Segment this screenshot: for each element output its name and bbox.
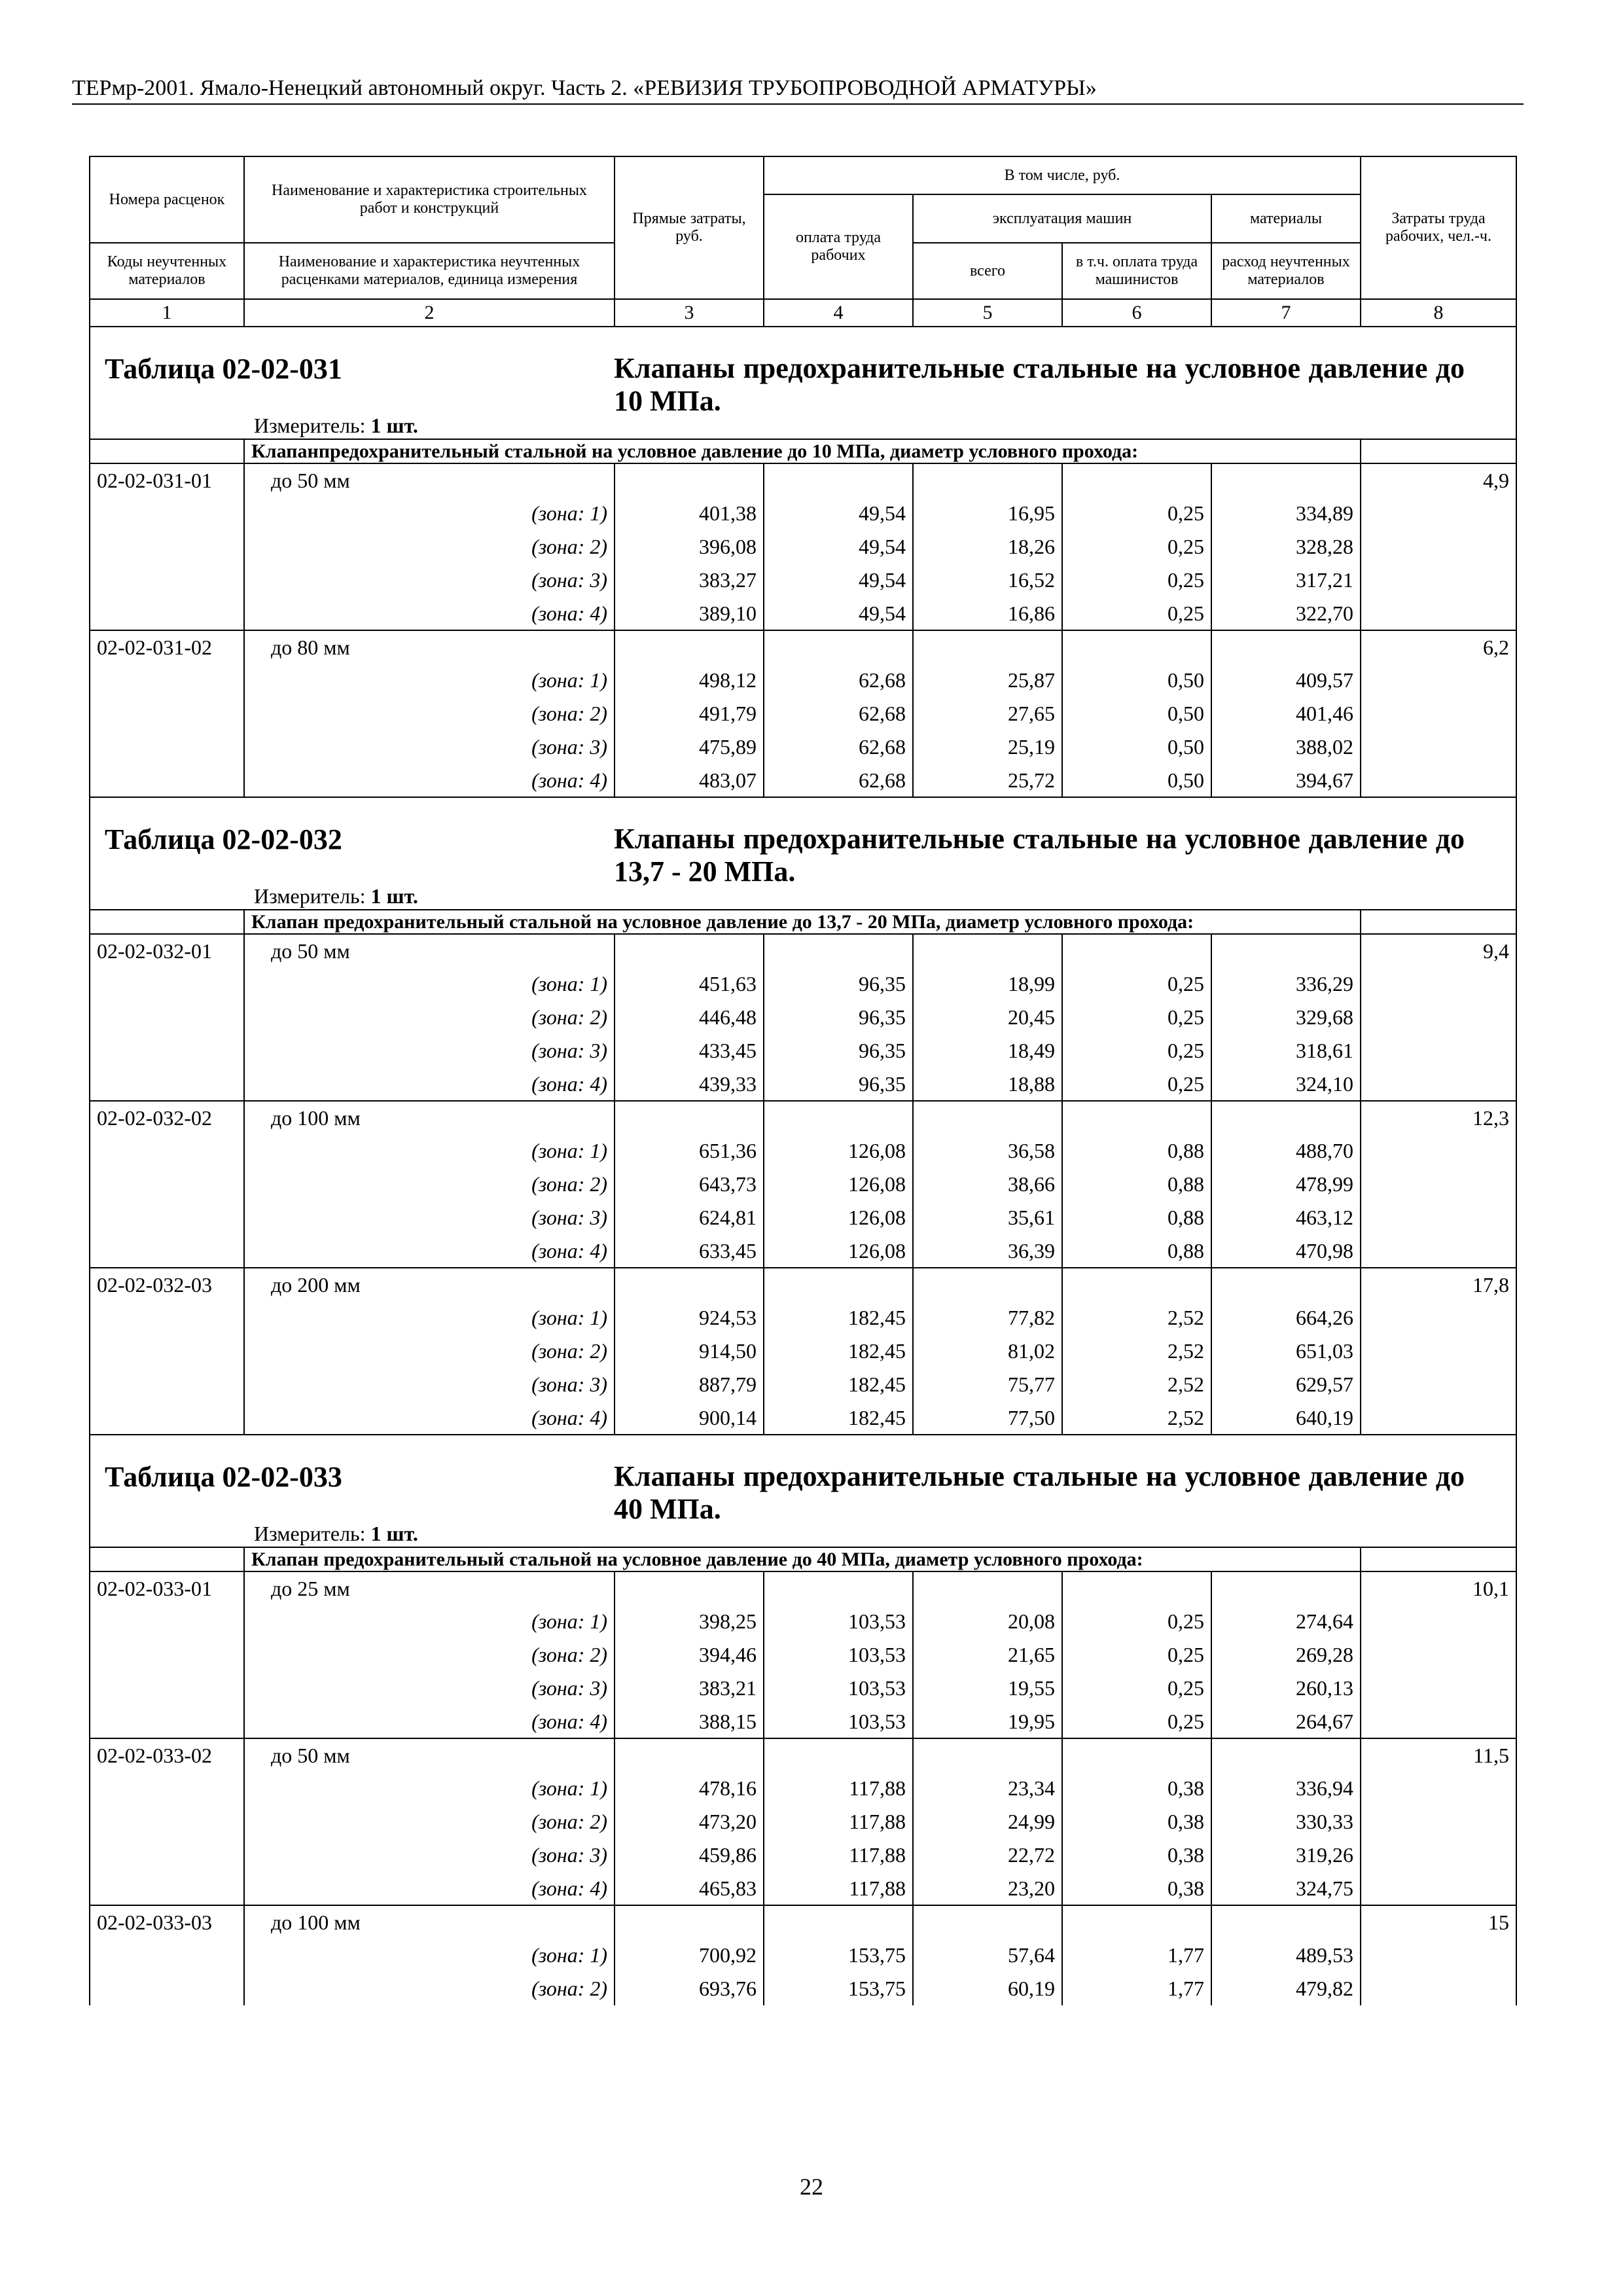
value-cell: 887,79	[615, 1368, 764, 1401]
zone-row	[90, 730, 1516, 764]
labor-cost: 10,1	[1361, 1571, 1516, 1605]
rate-code: 02-02-032-03	[90, 1268, 244, 1301]
value-cell: 336,94	[1211, 1772, 1361, 1805]
zone-row	[90, 1067, 1516, 1101]
value-cell: 0,25	[1062, 1638, 1211, 1672]
zone-row	[90, 530, 1516, 564]
zone-label: (зона: 4)	[244, 1067, 615, 1101]
value-cell: 49,54	[764, 530, 913, 564]
zone-label: (зона: 2)	[244, 1001, 615, 1034]
rate-name: до 25 мм	[244, 1571, 615, 1605]
section-subtitle: Клапан предохранительный стальной на условное давление до 13,7 - 20 МПа, диаметр условного прохода:	[244, 910, 1361, 934]
zone-label: (зона: 4)	[244, 1234, 615, 1268]
value-cell: 36,39	[913, 1234, 1062, 1268]
value-cell: 478,99	[1211, 1168, 1361, 1201]
rate-code: 02-02-031-01	[90, 463, 244, 497]
rate-name: до 80 мм	[244, 630, 615, 664]
value-cell: 664,26	[1211, 1301, 1361, 1335]
zone-row	[90, 1335, 1516, 1368]
rate-row	[90, 1738, 1516, 1772]
zone-label: (зона: 3)	[244, 564, 615, 597]
column-numbers-row	[90, 299, 1516, 327]
value-cell: 463,12	[1211, 1201, 1361, 1234]
value-cell: 103,53	[764, 1705, 913, 1738]
value-cell: 651,03	[1211, 1335, 1361, 1368]
value-cell: 75,77	[913, 1368, 1062, 1401]
zone-label: (зона: 3)	[244, 1672, 615, 1705]
value-cell: 0,88	[1062, 1234, 1211, 1268]
value-cell: 693,76	[615, 1972, 764, 2005]
zone-row	[90, 1034, 1516, 1067]
zone-label: (зона: 1)	[244, 664, 615, 697]
labor-cost: 11,5	[1361, 1738, 1516, 1772]
value-cell: 117,88	[764, 1839, 913, 1872]
zone-row	[90, 1972, 1516, 2005]
column-number: 2	[244, 299, 615, 327]
table-code: Таблица 02-02-031	[105, 353, 342, 385]
column-number: 7	[1211, 299, 1361, 327]
table-title: Клапаны предохранительные стальные на условное давление до 10 МПа.	[614, 352, 1465, 417]
value-cell: 489,53	[1211, 1939, 1361, 1972]
value-cell: 0,25	[1062, 967, 1211, 1001]
value-cell: 459,86	[615, 1839, 764, 1872]
value-cell: 274,64	[1211, 1605, 1361, 1638]
header-rate-numbers: Номера расценок	[90, 156, 244, 243]
value-cell: 900,14	[615, 1401, 764, 1435]
header-direct-costs: Прямые затраты, руб.	[615, 156, 764, 299]
rate-row	[90, 1268, 1516, 1301]
rate-name: до 50 мм	[244, 463, 615, 497]
column-number: 5	[913, 299, 1062, 327]
value-cell: 126,08	[764, 1134, 913, 1168]
value-cell: 16,52	[913, 564, 1062, 597]
zone-row	[90, 1839, 1516, 1872]
subtitle-row	[90, 439, 1516, 463]
rate-row	[90, 934, 1516, 967]
rate-row	[90, 1905, 1516, 1939]
value-cell: 35,61	[913, 1201, 1062, 1234]
value-cell: 383,27	[615, 564, 764, 597]
value-cell: 36,58	[913, 1134, 1062, 1168]
value-cell: 27,65	[913, 697, 1062, 730]
zone-row	[90, 697, 1516, 730]
rate-code: 02-02-033-01	[90, 1571, 244, 1605]
value-cell: 25,72	[913, 764, 1062, 797]
value-cell: 0,25	[1062, 1605, 1211, 1638]
value-cell: 629,57	[1211, 1368, 1361, 1401]
zone-label: (зона: 1)	[244, 497, 615, 530]
zone-label: (зона: 2)	[244, 1335, 615, 1368]
value-cell: 18,26	[913, 530, 1062, 564]
rate-name: до 50 мм	[244, 1738, 615, 1772]
zone-row	[90, 1638, 1516, 1672]
value-cell: 433,45	[615, 1034, 764, 1067]
header-work-name: Наименование и характеристика строительных работ и конструкций	[244, 156, 615, 243]
value-cell: 19,95	[913, 1705, 1062, 1738]
zone-label: (зона: 3)	[244, 1034, 615, 1067]
zone-label: (зона: 3)	[244, 1839, 615, 1872]
value-cell: 388,15	[615, 1705, 764, 1738]
column-number: 6	[1062, 299, 1211, 327]
value-cell: 62,68	[764, 764, 913, 797]
value-cell: 394,46	[615, 1638, 764, 1672]
value-cell: 409,57	[1211, 664, 1361, 697]
zone-label: (зона: 2)	[244, 1638, 615, 1672]
value-cell: 0,88	[1062, 1201, 1211, 1234]
value-cell: 103,53	[764, 1605, 913, 1638]
zone-label: (зона: 4)	[244, 764, 615, 797]
table-title-row	[90, 797, 1516, 910]
zone-label: (зона: 3)	[244, 730, 615, 764]
page-header: ТЕРмр-2001. Ямало-Ненецкий автономный округ. Часть 2. «РЕВИЗИЯ ТРУБОПРОВОДНОЙ АРМАТУРЫ»	[72, 73, 1524, 105]
column-number: 8	[1361, 299, 1516, 327]
zone-row	[90, 1672, 1516, 1705]
rate-row	[90, 1571, 1516, 1605]
value-cell: 328,28	[1211, 530, 1361, 564]
value-cell: 23,20	[913, 1872, 1062, 1905]
value-cell: 117,88	[764, 1872, 913, 1905]
zone-label: (зона: 4)	[244, 1401, 615, 1435]
zone-label: (зона: 1)	[244, 967, 615, 1001]
value-cell: 20,45	[913, 1001, 1062, 1034]
value-cell: 18,49	[913, 1034, 1062, 1067]
rate-name: до 200 мм	[244, 1268, 615, 1301]
value-cell: 1,77	[1062, 1972, 1211, 2005]
zone-label: (зона: 1)	[244, 1772, 615, 1805]
value-cell: 0,25	[1062, 530, 1211, 564]
value-cell: 398,25	[615, 1605, 764, 1638]
zone-row	[90, 1705, 1516, 1738]
value-cell: 396,08	[615, 530, 764, 564]
section-subtitle: Клапан предохранительный стальной на условное давление до 40 МПа, диаметр условного прохода:	[244, 1547, 1361, 1571]
measure-label: Измеритель:	[254, 1522, 366, 1545]
table-code: Таблица 02-02-032	[105, 823, 342, 855]
column-number: 3	[615, 299, 764, 327]
value-cell: 21,65	[913, 1638, 1062, 1672]
value-cell: 77,50	[913, 1401, 1062, 1435]
measure-value: 1 шт.	[370, 884, 418, 908]
zone-row	[90, 497, 1516, 530]
value-cell: 153,75	[764, 1972, 913, 2005]
zone-row	[90, 564, 1516, 597]
value-cell: 117,88	[764, 1805, 913, 1839]
header-workers-pay: оплата труда рабочих	[764, 194, 913, 299]
value-cell: 651,36	[615, 1134, 764, 1168]
value-cell: 0,88	[1062, 1134, 1211, 1168]
value-cell: 439,33	[615, 1067, 764, 1101]
value-cell: 0,25	[1062, 1705, 1211, 1738]
zone-row	[90, 1605, 1516, 1638]
value-cell: 914,50	[615, 1335, 764, 1368]
header-labor-costs: Затраты труда рабочих, чел.-ч.	[1361, 156, 1516, 299]
value-cell: 389,10	[615, 597, 764, 630]
value-cell: 324,10	[1211, 1067, 1361, 1101]
value-cell: 49,54	[764, 564, 913, 597]
value-cell: 401,46	[1211, 697, 1361, 730]
value-cell: 182,45	[764, 1368, 913, 1401]
labor-cost: 12,3	[1361, 1101, 1516, 1134]
rate-code: 02-02-033-03	[90, 1905, 244, 1939]
value-cell: 401,38	[615, 497, 764, 530]
value-cell: 479,82	[1211, 1972, 1361, 2005]
value-cell: 0,25	[1062, 564, 1211, 597]
labor-cost: 15	[1361, 1905, 1516, 1939]
rate-name: до 100 мм	[244, 1905, 615, 1939]
zone-row	[90, 1234, 1516, 1268]
table-title-row	[90, 1435, 1516, 1547]
value-cell: 624,81	[615, 1201, 764, 1234]
measure-label: Измеритель:	[254, 414, 366, 437]
value-cell: 334,89	[1211, 497, 1361, 530]
value-cell: 0,38	[1062, 1839, 1211, 1872]
value-cell: 470,98	[1211, 1234, 1361, 1268]
value-cell: 0,25	[1062, 1001, 1211, 1034]
value-cell: 96,35	[764, 1067, 913, 1101]
subtitle-row	[90, 910, 1516, 934]
rate-code: 02-02-032-01	[90, 934, 244, 967]
value-cell: 0,50	[1062, 697, 1211, 730]
value-cell: 2,52	[1062, 1301, 1211, 1335]
labor-cost: 6,2	[1361, 630, 1516, 664]
zone-row	[90, 1805, 1516, 1839]
value-cell: 488,70	[1211, 1134, 1361, 1168]
zone-row	[90, 1168, 1516, 1201]
value-cell: 473,20	[615, 1805, 764, 1839]
value-cell: 491,79	[615, 697, 764, 730]
value-cell: 25,87	[913, 664, 1062, 697]
value-cell: 103,53	[764, 1638, 913, 1672]
measure-value: 1 шт.	[370, 1522, 418, 1545]
measure-label: Измеритель:	[254, 884, 366, 908]
value-cell: 633,45	[615, 1234, 764, 1268]
page-number: 22	[800, 2174, 823, 2200]
rate-code: 02-02-031-02	[90, 630, 244, 664]
value-cell: 62,68	[764, 697, 913, 730]
value-cell: 0,50	[1062, 764, 1211, 797]
value-cell: 0,25	[1062, 497, 1211, 530]
value-cell: 62,68	[764, 664, 913, 697]
value-cell: 383,21	[615, 1672, 764, 1705]
zone-label: (зона: 1)	[244, 1605, 615, 1638]
value-cell: 329,68	[1211, 1001, 1361, 1034]
value-cell: 643,73	[615, 1168, 764, 1201]
value-cell: 126,08	[764, 1201, 913, 1234]
zone-row	[90, 1368, 1516, 1401]
value-cell: 0,88	[1062, 1168, 1211, 1201]
value-cell: 498,12	[615, 664, 764, 697]
value-cell: 77,82	[913, 1301, 1062, 1335]
zone-row	[90, 1301, 1516, 1335]
column-number: 4	[764, 299, 913, 327]
header-machines: эксплуатация машин	[913, 194, 1211, 243]
value-cell: 126,08	[764, 1234, 913, 1268]
value-cell: 0,25	[1062, 1034, 1211, 1067]
value-cell: 22,72	[913, 1839, 1062, 1872]
value-cell: 0,25	[1062, 1672, 1211, 1705]
zone-label: (зона: 1)	[244, 1301, 615, 1335]
labor-cost: 4,9	[1361, 463, 1516, 497]
value-cell: 96,35	[764, 967, 913, 1001]
zone-label: (зона: 2)	[244, 1805, 615, 1839]
value-cell: 394,67	[1211, 764, 1361, 797]
table-title: Клапаны предохранительные стальные на условное давление до 40 МПа.	[614, 1460, 1465, 1525]
zone-row	[90, 1401, 1516, 1435]
value-cell: 182,45	[764, 1401, 913, 1435]
zone-row	[90, 664, 1516, 697]
value-cell: 0,50	[1062, 730, 1211, 764]
labor-cost: 9,4	[1361, 934, 1516, 967]
rate-row	[90, 463, 1516, 497]
value-cell: 446,48	[615, 1001, 764, 1034]
zone-label: (зона: 4)	[244, 1705, 615, 1738]
value-cell: 57,64	[913, 1939, 1062, 1972]
value-cell: 2,52	[1062, 1335, 1211, 1368]
value-cell: 25,19	[913, 730, 1062, 764]
value-cell: 19,55	[913, 1672, 1062, 1705]
value-cell: 18,99	[913, 967, 1062, 1001]
value-cell: 264,67	[1211, 1705, 1361, 1738]
subtitle-row	[90, 1547, 1516, 1571]
value-cell: 182,45	[764, 1335, 913, 1368]
measure-value: 1 шт.	[370, 414, 418, 437]
value-cell: 0,38	[1062, 1872, 1211, 1905]
zone-row	[90, 764, 1516, 797]
zone-row	[90, 1201, 1516, 1234]
zone-label: (зона: 3)	[244, 1201, 615, 1234]
value-cell: 23,34	[913, 1772, 1062, 1805]
measure	[254, 884, 418, 908]
zone-row	[90, 967, 1516, 1001]
labor-cost: 17,8	[1361, 1268, 1516, 1301]
value-cell: 153,75	[764, 1939, 913, 1972]
value-cell: 451,63	[615, 967, 764, 1001]
value-cell: 96,35	[764, 1034, 913, 1067]
rates-table	[89, 156, 1517, 2005]
value-cell: 330,33	[1211, 1805, 1361, 1839]
value-cell: 260,13	[1211, 1672, 1361, 1705]
value-cell: 81,02	[913, 1335, 1062, 1368]
value-cell: 16,95	[913, 497, 1062, 530]
value-cell: 322,70	[1211, 597, 1361, 630]
zone-row	[90, 1001, 1516, 1034]
zone-label: (зона: 1)	[244, 1134, 615, 1168]
zone-label: (зона: 1)	[244, 1939, 615, 1972]
value-cell: 0,25	[1062, 597, 1211, 630]
rate-name: до 50 мм	[244, 934, 615, 967]
value-cell: 62,68	[764, 730, 913, 764]
value-cell: 38,66	[913, 1168, 1062, 1201]
table-title: Клапаны предохранительные стальные на условное давление до 13,7 - 20 МПа.	[614, 823, 1465, 888]
value-cell: 49,54	[764, 497, 913, 530]
value-cell: 60,19	[913, 1972, 1062, 2005]
rate-name: до 100 мм	[244, 1101, 615, 1134]
value-cell: 0,50	[1062, 664, 1211, 697]
table-code: Таблица 02-02-033	[105, 1461, 342, 1493]
value-cell: 182,45	[764, 1301, 913, 1335]
value-cell: 1,77	[1062, 1939, 1211, 1972]
table-title-row	[90, 327, 1516, 439]
value-cell: 103,53	[764, 1672, 913, 1705]
zone-label: (зона: 4)	[244, 597, 615, 630]
section-subtitle: Клапанпредохранительный стальной на условное давление до 10 МПа, диаметр условного прохода:	[244, 439, 1361, 463]
value-cell: 465,83	[615, 1872, 764, 1905]
value-cell: 49,54	[764, 597, 913, 630]
value-cell: 317,21	[1211, 564, 1361, 597]
value-cell: 483,07	[615, 764, 764, 797]
header-including: В том числе, руб.	[764, 156, 1361, 194]
header-material-names: Наименование и характеристика неучтенных расценками материалов, единица измерения	[244, 243, 615, 299]
value-cell: 640,19	[1211, 1401, 1361, 1435]
rate-row	[90, 630, 1516, 664]
value-cell: 475,89	[615, 730, 764, 764]
zone-label: (зона: 2)	[244, 697, 615, 730]
zone-label: (зона: 2)	[244, 1972, 615, 2005]
header-materials: материалы	[1211, 194, 1361, 243]
zone-row	[90, 1134, 1516, 1168]
value-cell: 336,29	[1211, 967, 1361, 1001]
value-cell: 388,02	[1211, 730, 1361, 764]
value-cell: 126,08	[764, 1168, 913, 1201]
value-cell: 2,52	[1062, 1368, 1211, 1401]
zone-label: (зона: 2)	[244, 1168, 615, 1201]
value-cell: 24,99	[913, 1805, 1062, 1839]
zone-label: (зона: 4)	[244, 1872, 615, 1905]
value-cell: 2,52	[1062, 1401, 1211, 1435]
measure	[254, 1522, 418, 1546]
zone-label: (зона: 2)	[244, 530, 615, 564]
value-cell: 700,92	[615, 1939, 764, 1972]
header-material-codes: Коды неучтенных материалов	[90, 243, 244, 299]
zone-row	[90, 1772, 1516, 1805]
zone-label: (зона: 3)	[244, 1368, 615, 1401]
rate-row	[90, 1101, 1516, 1134]
value-cell: 318,61	[1211, 1034, 1361, 1067]
value-cell: 96,35	[764, 1001, 913, 1034]
value-cell: 0,38	[1062, 1772, 1211, 1805]
zone-row	[90, 1939, 1516, 1972]
value-cell: 924,53	[615, 1301, 764, 1335]
column-number: 1	[90, 299, 244, 327]
value-cell: 319,26	[1211, 1839, 1361, 1872]
value-cell: 117,88	[764, 1772, 913, 1805]
value-cell: 20,08	[913, 1605, 1062, 1638]
rate-code: 02-02-033-02	[90, 1738, 244, 1772]
value-cell: 0,38	[1062, 1805, 1211, 1839]
measure	[254, 414, 418, 438]
value-cell: 478,16	[615, 1772, 764, 1805]
zone-row	[90, 1872, 1516, 1905]
header-unaccounted-materials: расход неучтенных материалов	[1211, 243, 1361, 299]
value-cell: 16,86	[913, 597, 1062, 630]
value-cell: 18,88	[913, 1067, 1062, 1101]
header-operators-pay: в т.ч. оплата труда машинистов	[1062, 243, 1211, 299]
rate-code: 02-02-032-02	[90, 1101, 244, 1134]
value-cell: 0,25	[1062, 1067, 1211, 1101]
zone-row	[90, 597, 1516, 630]
value-cell: 269,28	[1211, 1638, 1361, 1672]
header-machines-total: всего	[913, 243, 1062, 299]
value-cell: 324,75	[1211, 1872, 1361, 1905]
